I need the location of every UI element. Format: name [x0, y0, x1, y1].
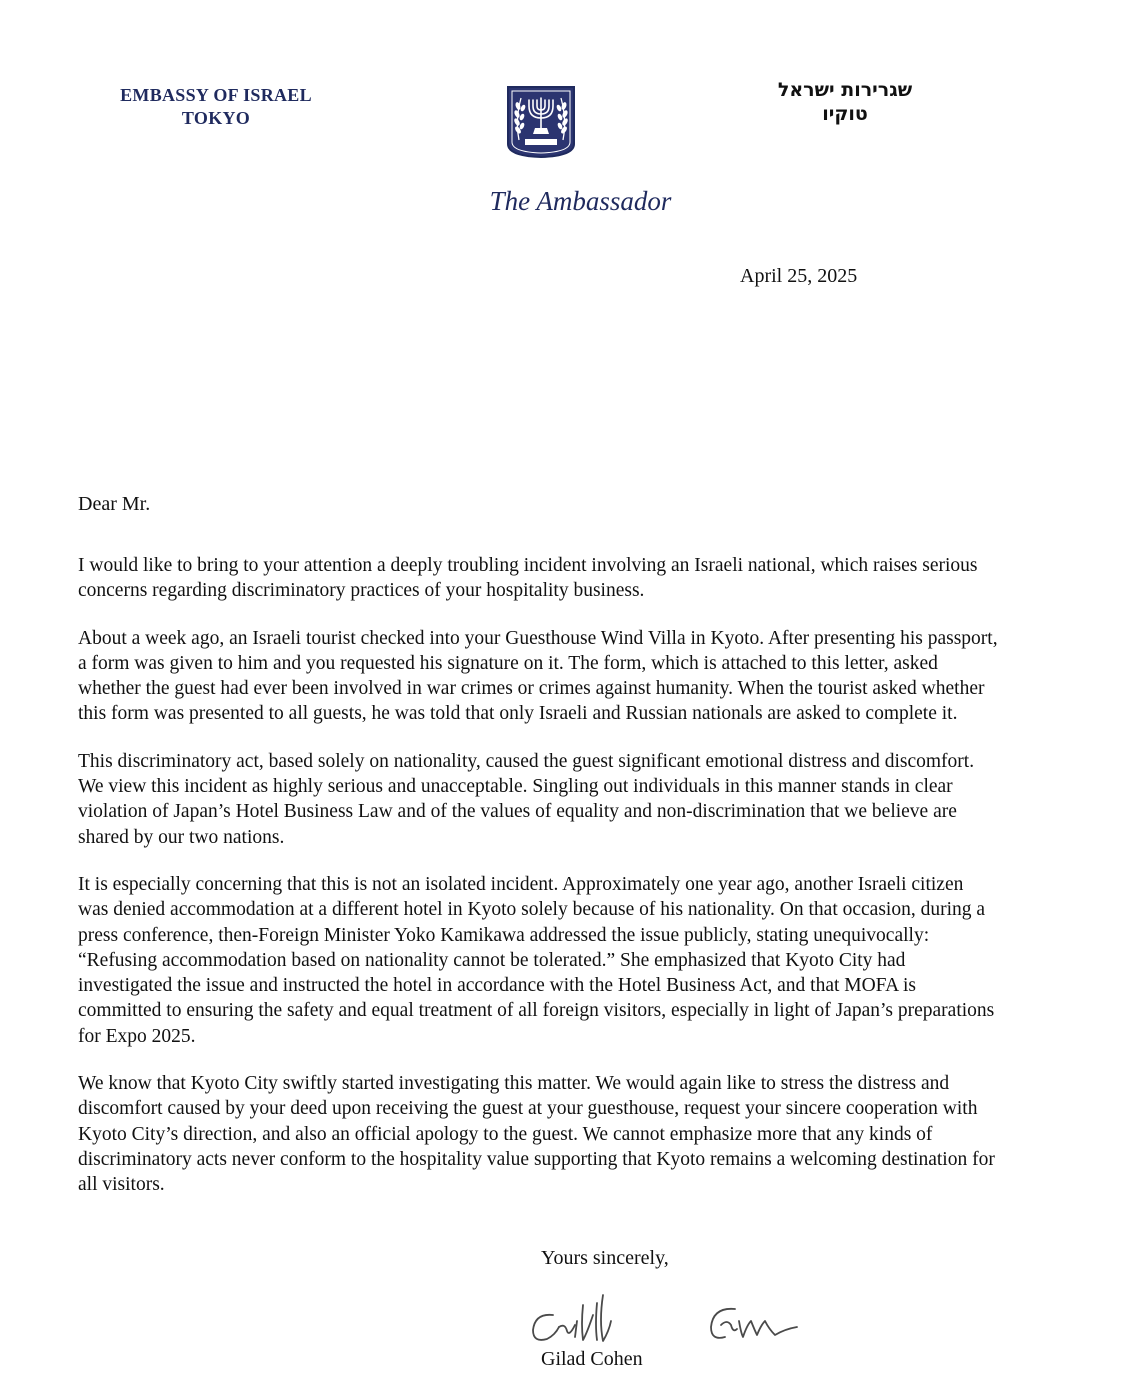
paragraph: We know that Kyoto City swiftly started investigating this matter. We would again like to stress the distress and discomfort caused by your deed upon receiving the guest at your guesthouse, request your sincere cooperation with Kyoto City’s direction, and also an official apology to the guest. We cannot emphasize more that any kinds of discriminatory acts never conform to the hospitality value supporting that Kyoto remains a welcoming destination for all visitors. — [78, 1073, 995, 1196]
paragraph: About a week ago, an Israeli tourist checked into your Guesthouse Wind Villa in Kyoto. After presenting his passport, a form was given to him and you requested his signature on it. The form, which is attached to this letter, asked whether the guest had ever been involved in war crimes or crimes against humanity. When the tourist asked whether this form was presented to all guests, he was told that only Israeli and Russian nationals are asked to complete it. — [78, 627, 998, 725]
paragraph: I would like to bring to your attention a deeply troubling incident involving an Israeli national, which raises serious concerns regarding discriminatory practices of your hospitality business. — [78, 555, 978, 602]
office-title: The Ambassador — [489, 186, 672, 216]
emblem-of-israel-icon — [505, 84, 577, 159]
signer-name: Gilad Cohen — [541, 1348, 643, 1370]
paragraph: This discriminatory act, based solely on nationality, caused the guest significant emotional distress and discomfort. We view this incident as highly serious and unacceptable. Singling out individuals in this manner stands in clear violation of Japan’s Hotel Business Law and of the values of equality and non-discrimination that we believe are shared by our two nations. — [78, 750, 975, 848]
salutation: Dear Mr. — [78, 493, 151, 515]
handwritten-signature — [525, 1285, 815, 1355]
embassy-name: EMBASSY OF ISRAEL — [120, 85, 312, 105]
embassy-city-hebrew: טוקיו — [822, 103, 868, 125]
closing: Yours sincerely, — [541, 1247, 669, 1269]
paragraph: It is especially concerning that this is not an isolated incident. Approximately one year ago, another Israeli citizen was denied accommodation at a different hotel in Kyoto solely because of his nationality. On that occasion, during a press conference, then-Foreign Minister Yoko Kamikawa addressed the issue publicly, stating unequivocally: “Refusing accommodation based on nationality cannot be tolerated.” She emphasized that Kyoto City had investigated the issue and instructed the hotel in accordance with the Hotel Business Act, and that MOFA is committed to ensuring the safety and equal treatment of all foreign visitors, especially in light of Japan’s preparations for Expo 2025. — [78, 873, 995, 1047]
letter-body — [78, 553, 998, 1220]
letter-date: April 25, 2025 — [740, 265, 858, 287]
letterhead-hebrew — [745, 78, 945, 126]
letterhead-english — [96, 84, 336, 130]
embassy-city: TOKYO — [181, 108, 251, 128]
embassy-name-hebrew: שגרירות ישראל — [777, 79, 913, 101]
